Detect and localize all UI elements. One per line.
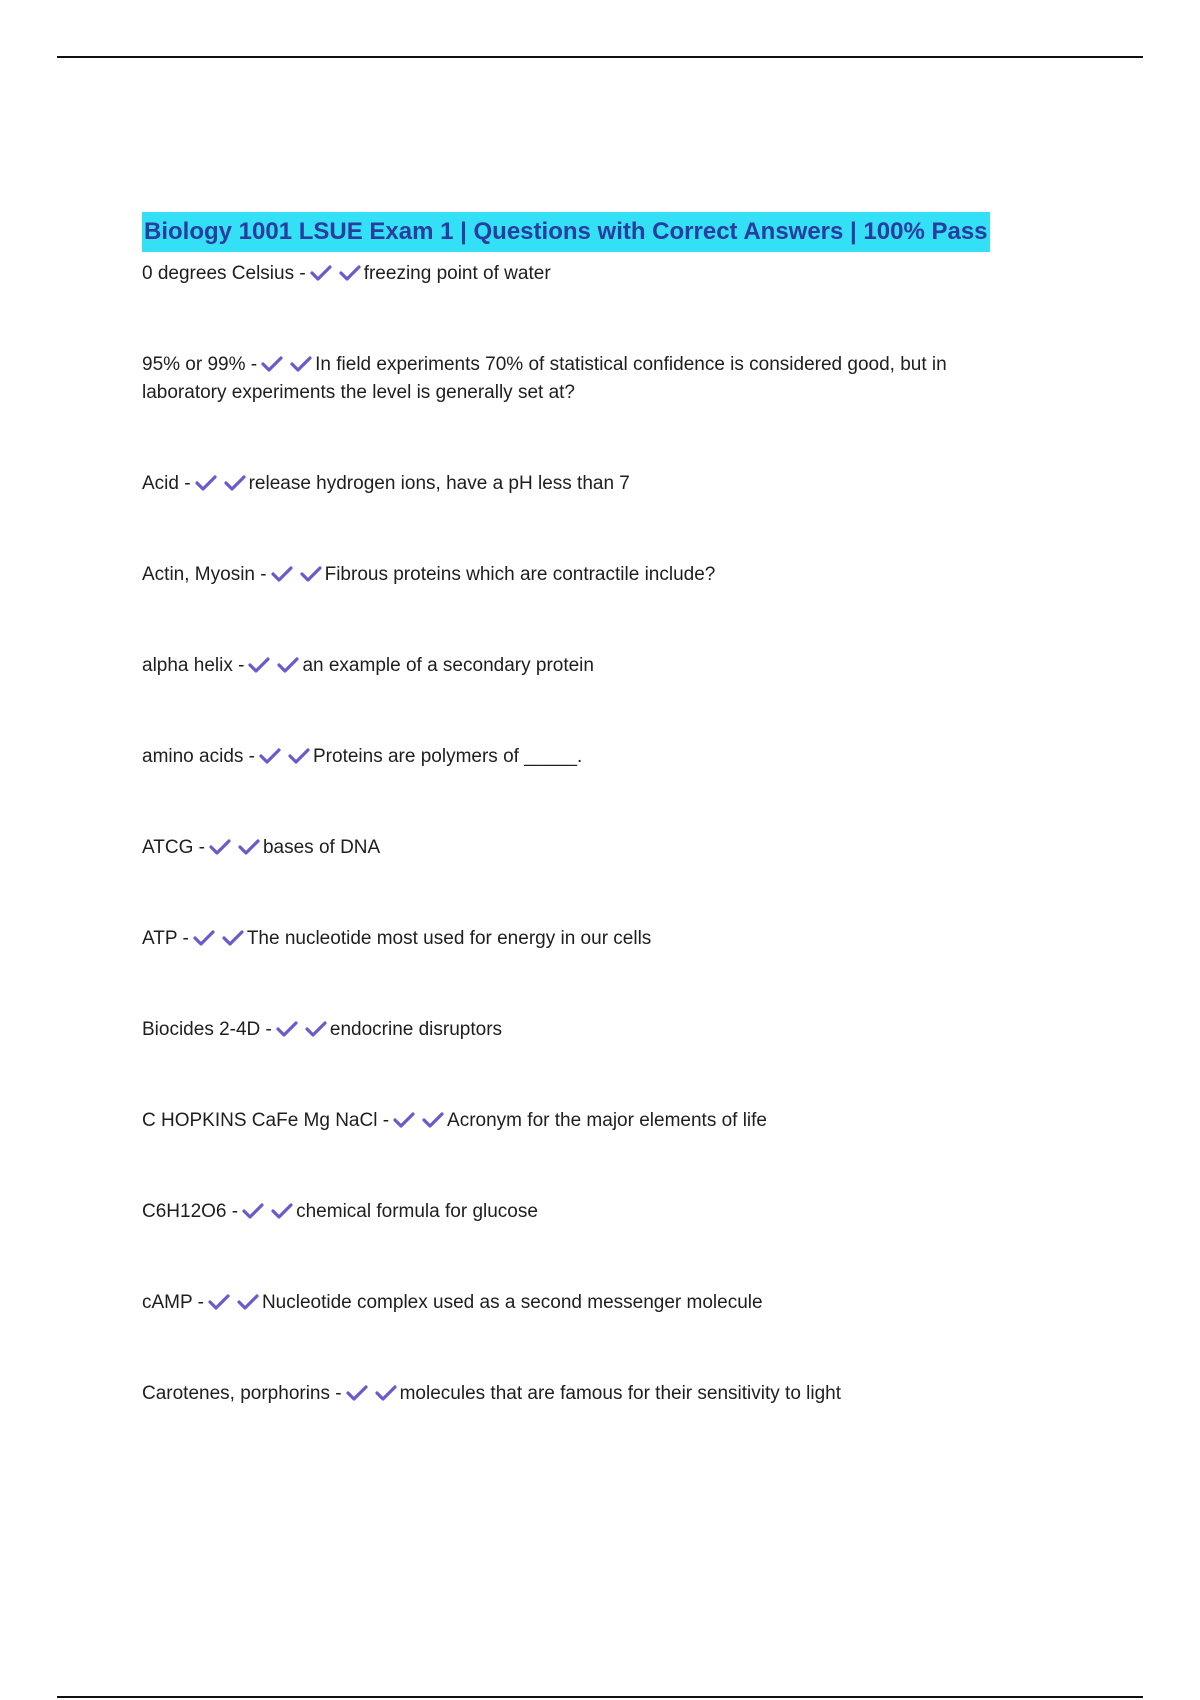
qa-term: Carotenes, porphorins - — [142, 1383, 342, 1404]
qa-item — [142, 351, 1022, 407]
qa-definition: release hydrogen ions, have a pH less than 7 — [248, 473, 630, 494]
check-icon — [271, 1203, 293, 1219]
check-icon — [224, 475, 246, 491]
qa-term: Biocides 2-4D - — [142, 1019, 272, 1040]
check-icon — [277, 657, 299, 673]
check-icon — [375, 1385, 397, 1401]
qa-definition: chemical formula for glucose — [296, 1201, 538, 1222]
qa-term: Actin, Myosin - — [142, 564, 267, 585]
check-icon — [208, 1294, 230, 1310]
qa-definition: freezing point of water — [363, 263, 551, 284]
check-icon — [305, 1021, 327, 1037]
check-icon — [300, 566, 322, 582]
qa-term: 0 degrees Celsius - — [142, 263, 306, 284]
qa-item — [142, 925, 1022, 953]
check-icon — [237, 1294, 259, 1310]
check-icon — [261, 356, 283, 372]
qa-term: ATP - — [142, 928, 189, 949]
qa-item — [142, 834, 1022, 862]
check-icon — [242, 1203, 264, 1219]
bottom-rule — [57, 1696, 1143, 1698]
check-icon — [195, 475, 217, 491]
qa-item — [142, 1289, 1022, 1317]
qa-term: cAMP - — [142, 1292, 204, 1313]
check-icon — [422, 1112, 444, 1128]
check-icon — [346, 1385, 368, 1401]
check-icon — [209, 839, 231, 855]
qa-definition: Fibrous proteins which are contractile include? — [324, 564, 716, 585]
qa-item — [142, 1107, 1022, 1135]
check-icon — [393, 1112, 415, 1128]
top-rule — [57, 56, 1143, 58]
qa-definition: The nucleotide most used for energy in our cells — [246, 928, 652, 949]
qa-term: C HOPKINS CaFe Mg NaCl - — [142, 1110, 390, 1131]
qa-item — [142, 561, 1022, 589]
qa-term: C6H12O6 - — [142, 1201, 239, 1222]
qa-term: 95% or 99% - — [142, 354, 258, 375]
qa-item — [142, 1198, 1022, 1226]
check-icon — [259, 748, 281, 764]
check-icon — [276, 1021, 298, 1037]
qa-term: alpha helix - — [142, 655, 245, 676]
qa-item — [142, 652, 1022, 680]
check-icon — [310, 265, 332, 281]
document-body — [142, 212, 1022, 1471]
qa-term: amino acids - — [142, 746, 255, 767]
qa-item — [142, 260, 1022, 288]
qa-definition: Nucleotide complex used as a second messenger molecule — [261, 1292, 763, 1313]
check-icon — [288, 748, 310, 764]
check-icon — [290, 356, 312, 372]
qa-definition: In field experiments 70% of statistical confidence is considered good, but in laboratory experiments the level is generally set at? — [142, 354, 947, 403]
qa-item — [142, 1016, 1022, 1044]
qa-term: Acid - — [142, 473, 191, 494]
qa-item — [142, 1380, 1022, 1408]
qa-item — [142, 743, 1022, 771]
check-icon — [238, 839, 260, 855]
qa-item — [142, 470, 1022, 498]
qa-definition: Proteins are polymers of _____. — [313, 746, 583, 767]
qa-definition: endocrine disruptors — [329, 1019, 503, 1040]
qa-definition: bases of DNA — [262, 837, 381, 858]
check-icon — [339, 265, 361, 281]
check-icon — [222, 930, 244, 946]
check-icon — [271, 566, 293, 582]
check-icon — [248, 657, 270, 673]
document-title: Biology 1001 LSUE Exam 1 | Questions with Correct Answers | 100% Pass — [142, 212, 990, 252]
qa-definition: Acronym for the major elements of life — [447, 1110, 768, 1131]
qa-term: ATCG - — [142, 837, 205, 858]
qa-definition: molecules that are famous for their sensitivity to light — [399, 1383, 842, 1404]
check-icon — [193, 930, 215, 946]
qa-definition: an example of a secondary protein — [302, 655, 594, 676]
